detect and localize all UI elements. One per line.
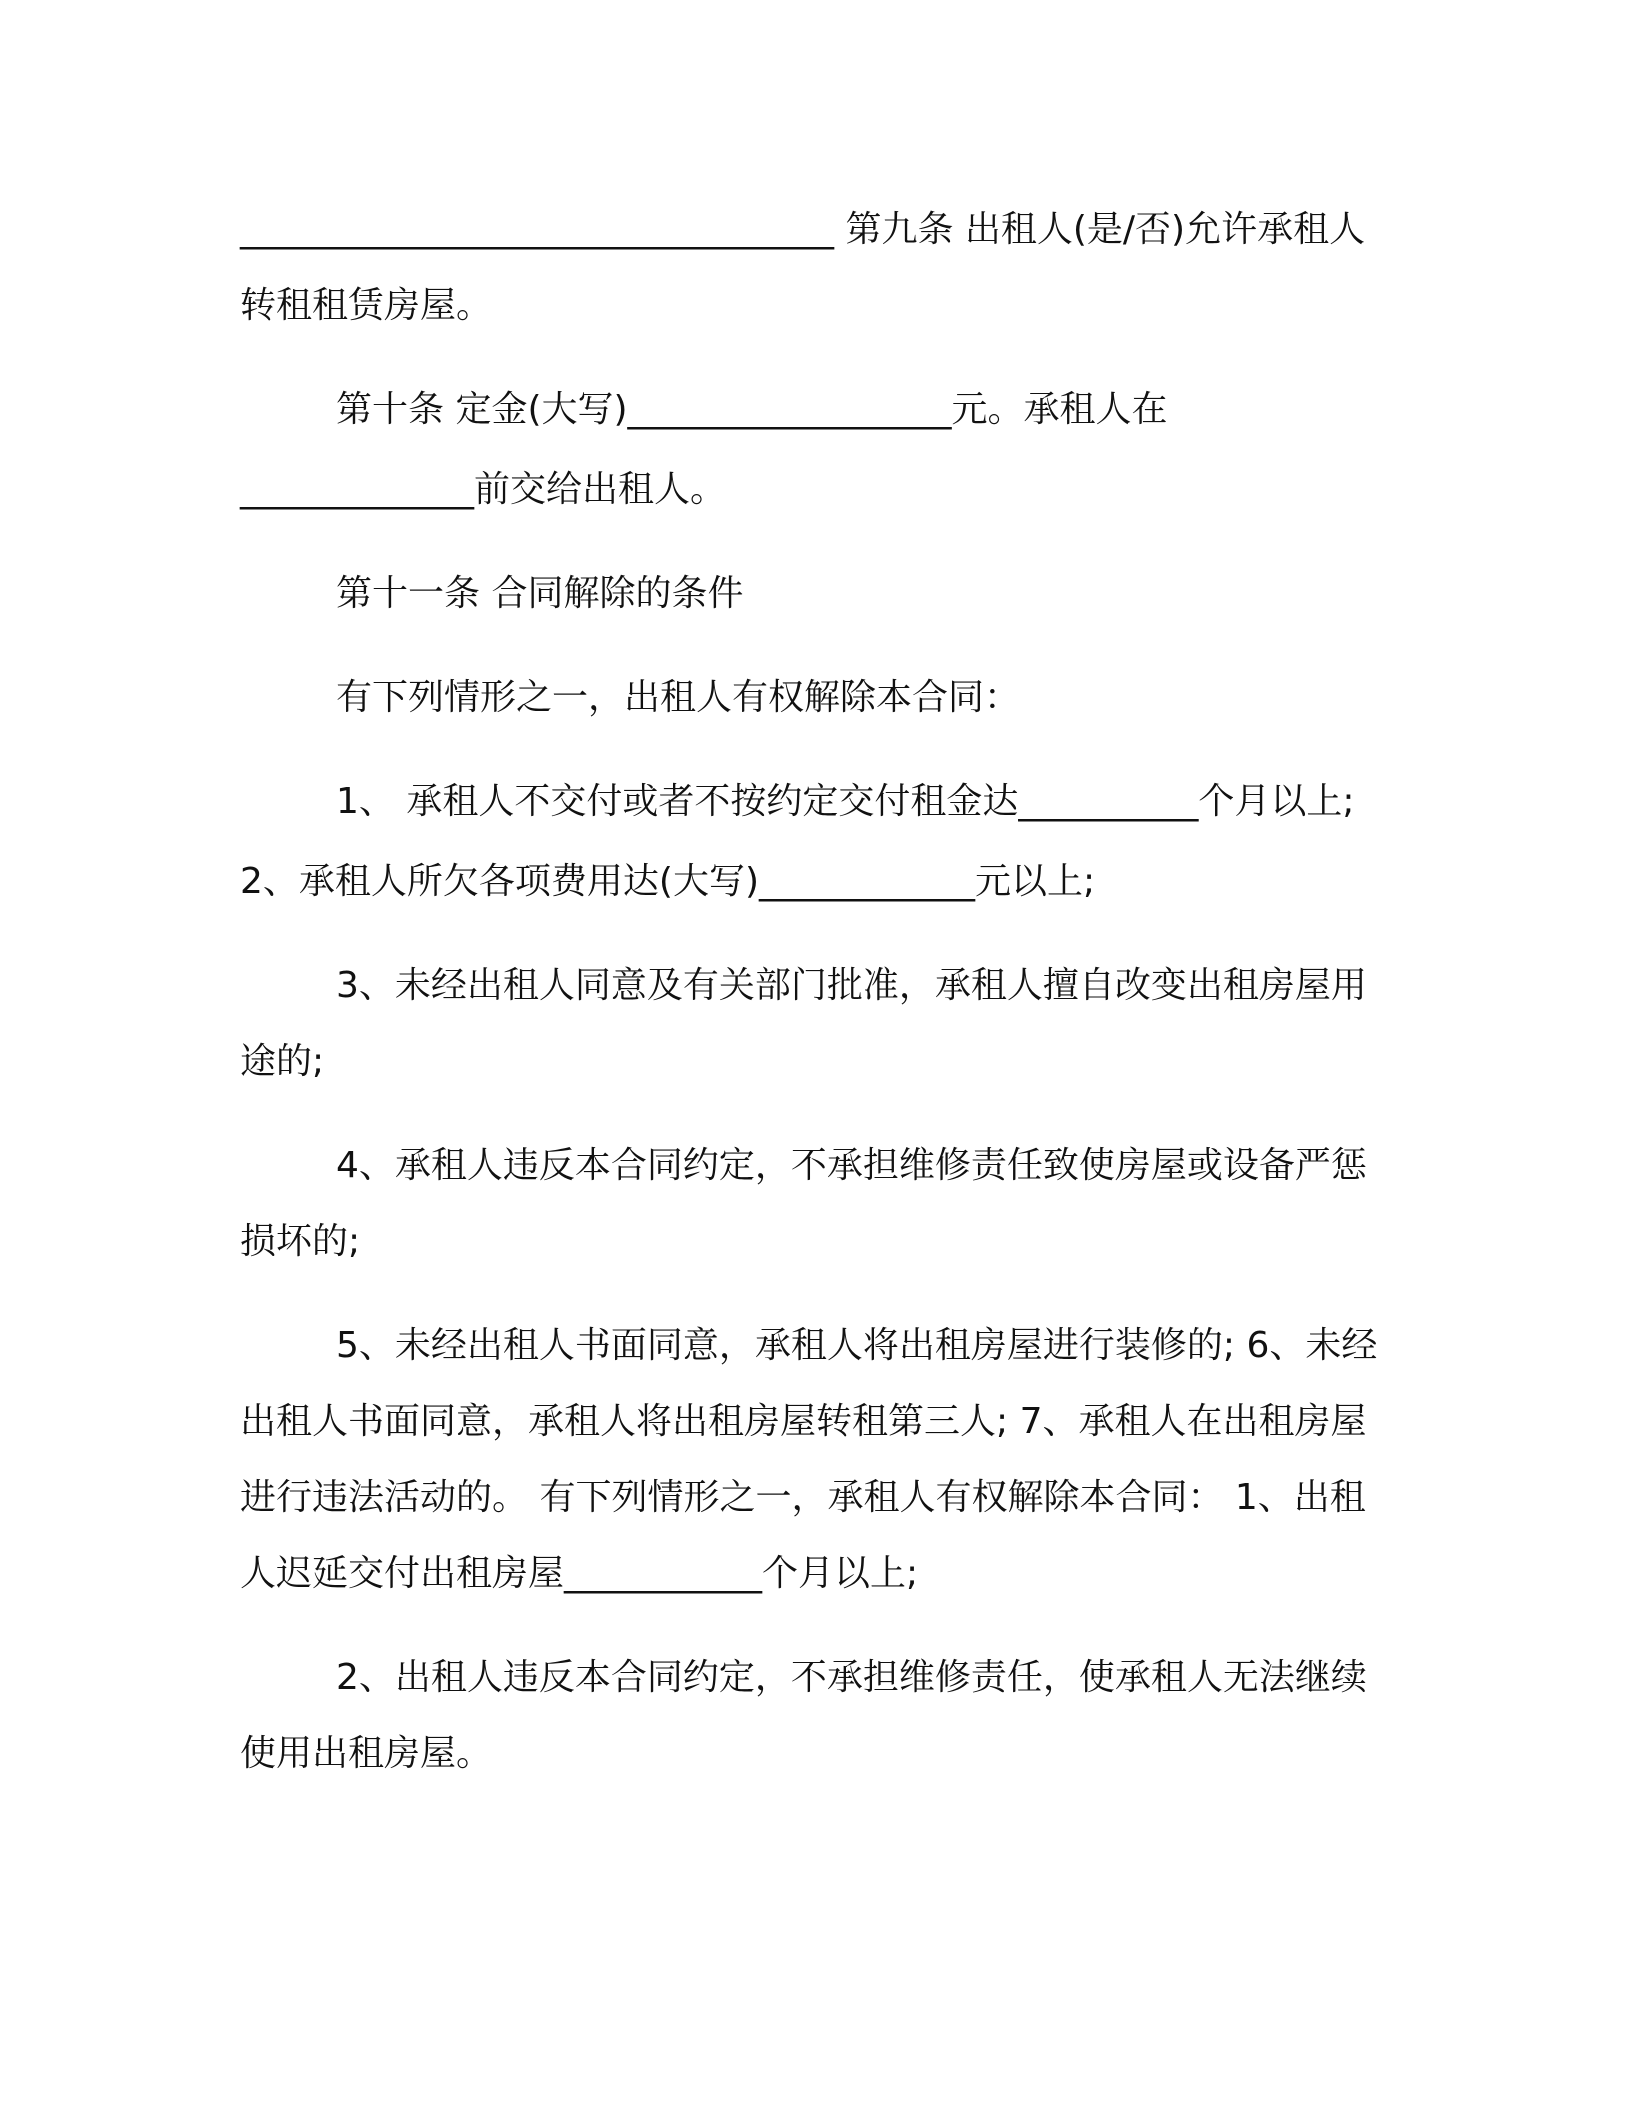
landlord-termination-intro: 有下列情形之一，出租人有权解除本合同： (336, 677, 1021, 718)
termination-item-3: 3、未经出租人同意及有关部门批准，承租人擅自改变出租房屋用途的; (240, 965, 1367, 1082)
clause-11-heading: 第十一条 合同解除的条件 (336, 573, 744, 614)
termination-item-4: 4、承租人违反本合同约定，不承担维修责任致使房屋或设备严惩损坏的; (240, 1145, 1367, 1262)
termination-item-2: 2、承租人所欠各项费用达(大写)____________元以上; (240, 861, 1096, 902)
termination-items-5-7-and-tenant-rights: 5、未经出租人书面同意，承租人将出租房屋进行装修的; 6、未经出租人书面同意，承租人将出租房屋转租第三人; 7、承租人在出租房屋进行违法活动的。 有下列情形之一，承租人有权解除本合同： 1、出租人迟延交付出租房屋___________个月以上; (240, 1325, 1378, 1594)
tenant-termination-item-2: 2、出租人违反本合同约定，不承担维修责任，使承租人无法继续使用出租房屋。 (240, 1657, 1367, 1774)
clause-10-paragraph: 第十条 定金(大写)__________________元。承租人在 (336, 389, 1168, 430)
clause-10-continuation: _____________前交给出租人。 (240, 469, 727, 510)
termination-item-1: 1、 承租人不交付或者不按约定交付租金达__________个月以上; (336, 781, 1355, 822)
document-body (240, 192, 1400, 1820)
clause-9-paragraph: _________________________________ 第九条 出租人(是/否)允许承租人转租租赁房屋。 (240, 209, 1366, 326)
